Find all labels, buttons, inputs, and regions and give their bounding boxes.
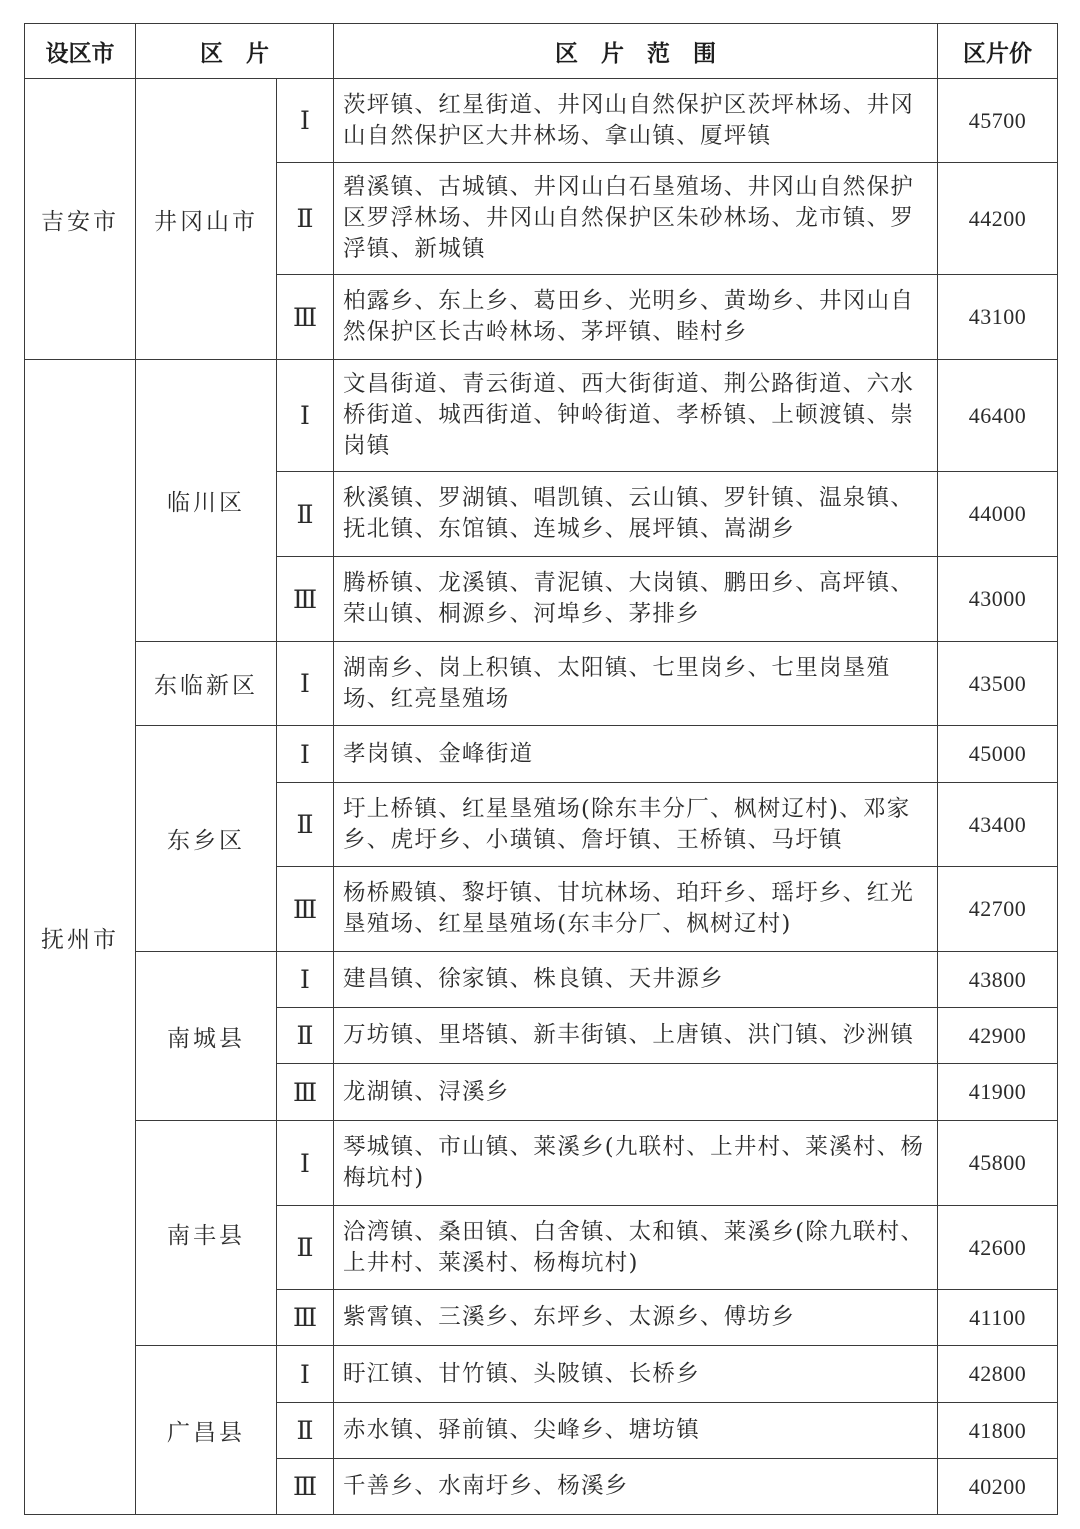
district-cell: 东乡区 [136, 726, 277, 952]
zone-price: 43000 [938, 557, 1058, 642]
zone-level: Ⅱ [277, 783, 334, 867]
zone-range: 湖南乡、岗上积镇、太阳镇、七里岗乡、七里岗垦殖场、红亮垦殖场 [334, 642, 938, 726]
district-cell: 井冈山市 [136, 79, 277, 360]
header-price: 区片价 [938, 24, 1058, 79]
zone-price: 40200 [938, 1459, 1058, 1515]
zone-level: Ⅲ [277, 1459, 334, 1515]
table-row [25, 642, 1058, 726]
table-row [25, 79, 1058, 163]
zone-level: Ⅰ [277, 726, 334, 783]
district-cell: 南城县 [136, 952, 277, 1121]
zone-level: Ⅲ [277, 1290, 334, 1346]
zone-level: Ⅰ [277, 642, 334, 726]
zone-range: 孝岗镇、金峰街道 [334, 726, 938, 783]
zone-level: Ⅲ [277, 275, 334, 360]
zone-price: 44200 [938, 163, 1058, 275]
zone-level: Ⅱ [277, 1008, 334, 1064]
zone-price: 42800 [938, 1346, 1058, 1403]
zone-range: 紫霄镇、三溪乡、东坪乡、太源乡、傅坊乡 [334, 1290, 938, 1346]
zone-level: Ⅲ [277, 867, 334, 952]
zone-level: Ⅱ [277, 1403, 334, 1459]
zone-price: 42600 [938, 1206, 1058, 1290]
city-cell: 抚州市 [25, 360, 136, 1515]
zone-level: Ⅰ [277, 1346, 334, 1403]
zone-price: 45000 [938, 726, 1058, 783]
zone-price: 43500 [938, 642, 1058, 726]
zone-price: 43100 [938, 275, 1058, 360]
table-row [25, 1121, 1058, 1206]
header-range: 区 片 范 围 [334, 24, 938, 79]
zone-range: 碧溪镇、古城镇、井冈山白石垦殖场、井冈山自然保护区罗浮林场、井冈山自然保护区朱砂林场、龙市镇、罗浮镇、新城镇 [334, 163, 938, 275]
zone-price: 44000 [938, 472, 1058, 557]
zone-level: Ⅱ [277, 1206, 334, 1290]
table-row [25, 1346, 1058, 1403]
zone-price: 46400 [938, 360, 1058, 472]
zone-price: 41900 [938, 1064, 1058, 1121]
zone-range: 盱江镇、甘竹镇、头陂镇、长桥乡 [334, 1346, 938, 1403]
zone-range: 琴城镇、市山镇、莱溪乡(九联村、上井村、莱溪村、杨梅坑村) [334, 1121, 938, 1206]
zone-level: Ⅰ [277, 79, 334, 163]
district-cell: 临川区 [136, 360, 277, 642]
header-city: 设区市 [25, 24, 136, 79]
zone-range: 腾桥镇、龙溪镇、青泥镇、大岗镇、鹏田乡、高坪镇、荣山镇、桐源乡、河埠乡、茅排乡 [334, 557, 938, 642]
zone-price: 41800 [938, 1403, 1058, 1459]
zone-level: Ⅱ [277, 472, 334, 557]
zone-price: 41100 [938, 1290, 1058, 1346]
zone-range: 圩上桥镇、红星垦殖场(除东丰分厂、枫树辽村)、邓家乡、虎圩乡、小璜镇、詹圩镇、王桥镇、马圩镇 [334, 783, 938, 867]
zone-price: 42900 [938, 1008, 1058, 1064]
table-row [25, 952, 1058, 1008]
zone-price: 45800 [938, 1121, 1058, 1206]
zone-range: 龙湖镇、浔溪乡 [334, 1064, 938, 1121]
zone-level: Ⅰ [277, 952, 334, 1008]
district-cell: 广昌县 [136, 1346, 277, 1515]
zone-price: 43800 [938, 952, 1058, 1008]
zone-range: 秋溪镇、罗湖镇、唱凯镇、云山镇、罗针镇、温泉镇、抚北镇、东馆镇、连城乡、展坪镇、嵩湖乡 [334, 472, 938, 557]
land-price-table [24, 23, 1058, 1515]
table-body [25, 79, 1058, 1515]
zone-range: 万坊镇、里塔镇、新丰街镇、上唐镇、洪门镇、沙洲镇 [334, 1008, 938, 1064]
district-cell: 东临新区 [136, 642, 277, 726]
zone-price: 45700 [938, 79, 1058, 163]
zone-range: 茨坪镇、红星街道、井冈山自然保护区茨坪林场、井冈山自然保护区大井林场、拿山镇、厦坪镇 [334, 79, 938, 163]
zone-price: 42700 [938, 867, 1058, 952]
zone-level: Ⅰ [277, 1121, 334, 1206]
zone-level: Ⅲ [277, 1064, 334, 1121]
zone-range: 千善乡、水南圩乡、杨溪乡 [334, 1459, 938, 1515]
zone-range: 洽湾镇、桑田镇、白舍镇、太和镇、莱溪乡(除九联村、上井村、莱溪村、杨梅坑村) [334, 1206, 938, 1290]
zone-level: Ⅲ [277, 557, 334, 642]
header-row [25, 24, 1058, 79]
zone-price: 43400 [938, 783, 1058, 867]
zone-range: 文昌街道、青云街道、西大街街道、荆公路街道、六水桥街道、城西街道、钟岭街道、孝桥镇、上顿渡镇、崇岗镇 [334, 360, 938, 472]
zone-range: 杨桥殿镇、黎圩镇、甘坑林场、珀玕乡、瑶圩乡、红光垦殖场、红星垦殖场(东丰分厂、枫树辽村) [334, 867, 938, 952]
zone-range: 赤水镇、驿前镇、尖峰乡、塘坊镇 [334, 1403, 938, 1459]
zone-range: 柏露乡、东上乡、葛田乡、光明乡、黄坳乡、井冈山自然保护区长古岭林场、茅坪镇、睦村乡 [334, 275, 938, 360]
table-row [25, 360, 1058, 472]
zone-range: 建昌镇、徐家镇、株良镇、天井源乡 [334, 952, 938, 1008]
table-row [25, 726, 1058, 783]
zone-level: Ⅰ [277, 360, 334, 472]
zone-level: Ⅱ [277, 163, 334, 275]
district-cell: 南丰县 [136, 1121, 277, 1346]
city-cell: 吉安市 [25, 79, 136, 360]
header-district: 区 片 [136, 24, 334, 79]
